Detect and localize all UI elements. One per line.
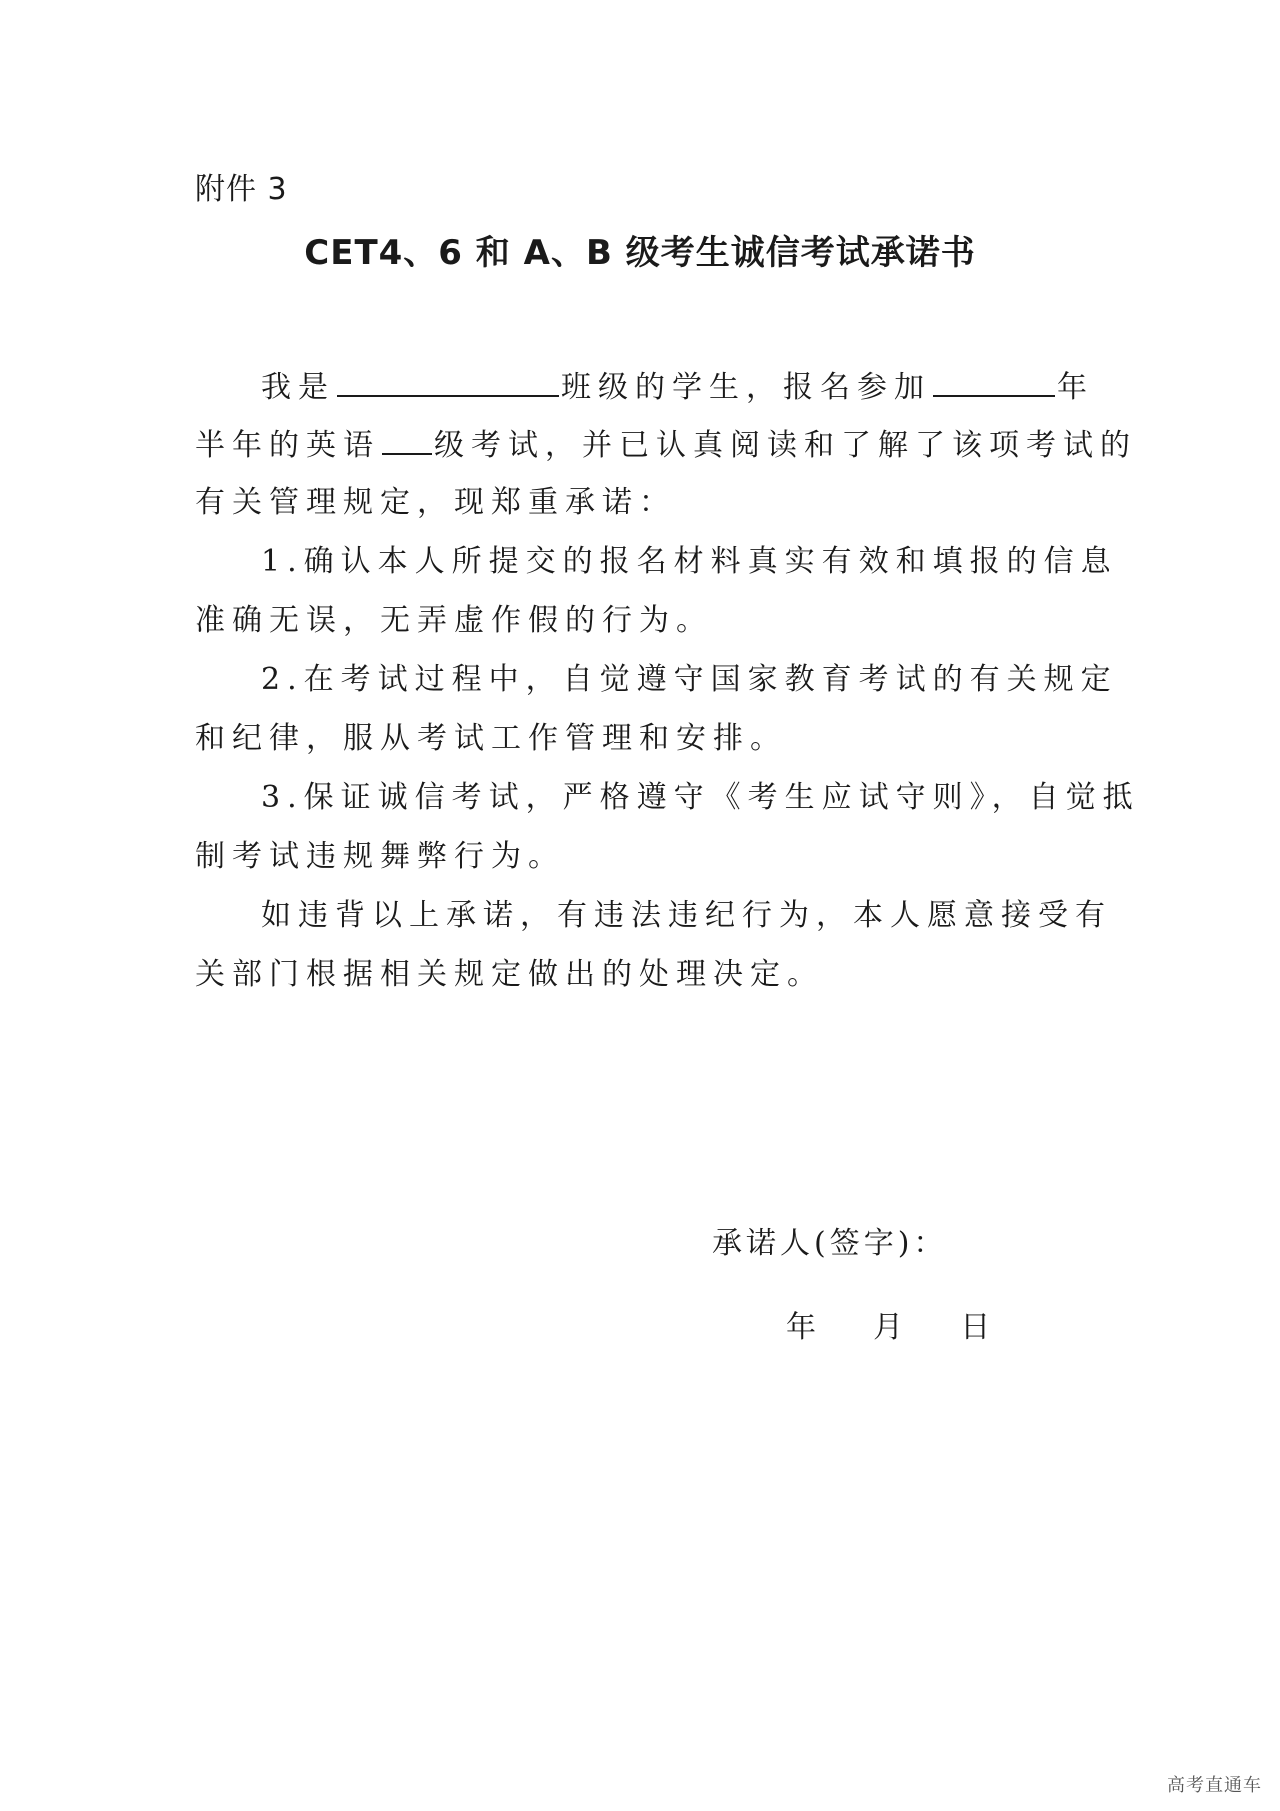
document-title: CET4、6 和 A、B 级考生诚信考试承诺书 bbox=[304, 233, 976, 273]
item-2-line-2: 和纪律，服从考试工作管理和安排。 bbox=[195, 721, 787, 756]
item-1-line-2: 准确无误，无弄虚作假的行为。 bbox=[195, 603, 713, 638]
pledge-line-2 bbox=[195, 423, 1137, 467]
pledge-text: 我是 bbox=[261, 370, 335, 405]
level-blank-field[interactable] bbox=[382, 423, 432, 455]
year-blank-field[interactable] bbox=[933, 365, 1055, 397]
closing-line-1: 如违背以上承诺，有违法违纪行为，本人愿意接受有 bbox=[261, 898, 1112, 933]
watermark-text: 高考直通车 bbox=[1167, 1775, 1262, 1796]
pledge-text: 半年的英语 bbox=[195, 428, 380, 463]
date-month-label: 月 bbox=[873, 1310, 904, 1345]
pledge-line-1 bbox=[261, 365, 1094, 409]
signature-label: 承诺人(签字)： bbox=[712, 1226, 948, 1261]
attachment-label: 附件 3 bbox=[195, 172, 288, 207]
pledge-text: 年 bbox=[1057, 370, 1094, 405]
pledge-text: 级考试，并已认真阅读和了解了该项考试的 bbox=[434, 428, 1137, 463]
signature-date bbox=[786, 1306, 990, 1350]
item-1-line-1: 1.确认本人所提交的报名材料真实有效和填报的信息 bbox=[261, 544, 1118, 579]
pledge-line-3: 有关管理规定，现郑重承诺： bbox=[195, 485, 676, 520]
item-3-line-2: 制考试违规舞弊行为。 bbox=[195, 839, 565, 874]
item-3-line-1: 3.保证诚信考试，严格遵守《考生应试守则》，自觉抵 bbox=[261, 780, 1140, 815]
date-year-label: 年 bbox=[786, 1310, 816, 1345]
pledge-text: 班级的学生，报名参加 bbox=[561, 370, 931, 405]
class-blank-field[interactable] bbox=[337, 365, 559, 397]
closing-line-2: 关部门根据相关规定做出的处理决定。 bbox=[195, 957, 824, 992]
item-2-line-1: 2.在考试过程中，自觉遵守国家教育考试的有关规定 bbox=[261, 662, 1118, 697]
date-day-label: 日 bbox=[960, 1310, 991, 1345]
